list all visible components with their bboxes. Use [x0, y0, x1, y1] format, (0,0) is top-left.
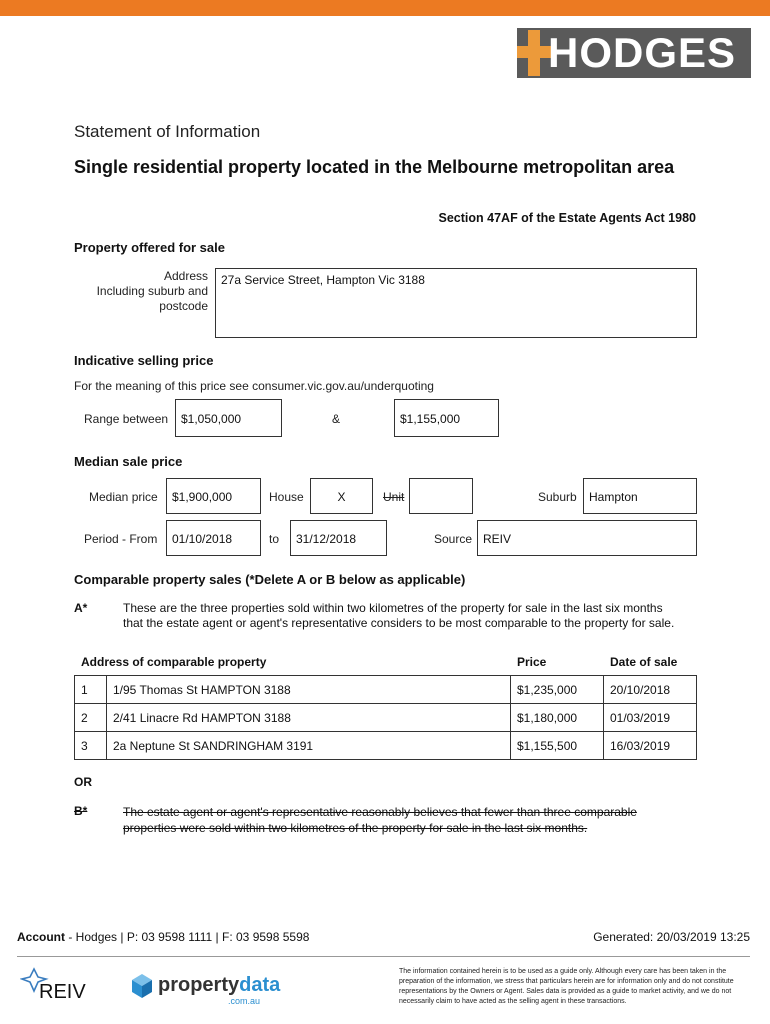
- propertydata-cube-icon: [130, 972, 154, 1000]
- indicative-heading: Indicative selling price: [74, 353, 214, 368]
- col-address-header: Address of comparable property: [81, 655, 267, 669]
- row-price: $1,235,000: [511, 676, 604, 704]
- source-label: Source: [434, 532, 473, 546]
- or-label: OR: [74, 775, 92, 789]
- range-high-field[interactable]: $1,155,000: [394, 399, 499, 437]
- act-reference: Section 47AF of the Estate Agents Act 1980: [438, 211, 696, 225]
- address-field[interactable]: 27a Service Street, Hampton Vic 3188: [215, 268, 697, 338]
- range-label: Range between: [84, 412, 169, 426]
- account-label: Account: [17, 930, 65, 944]
- suburb-label: Suburb: [538, 490, 577, 504]
- top-accent-bar: [0, 0, 770, 16]
- reiv-logo: [20, 965, 100, 1005]
- property-heading: Property offered for sale: [74, 240, 225, 255]
- row-date: 16/03/2019: [604, 732, 697, 760]
- median-heading: Median sale price: [74, 454, 183, 469]
- address-label-2: Including suburb and: [96, 284, 208, 298]
- comparable-heading: Comparable property sales (*Delete A or B below as applicable): [74, 572, 466, 587]
- row-address: 1/95 Thomas St HAMPTON 3188: [107, 676, 511, 704]
- footer-account: [17, 930, 309, 944]
- generated-timestamp: Generated: 20/03/2019 13:25: [593, 930, 750, 944]
- reiv-text: REIV: [39, 981, 86, 1003]
- suburb-field[interactable]: Hampton: [583, 478, 697, 514]
- table-row: [75, 704, 697, 732]
- account-details: - Hodges | P: 03 9598 1111 | F: 03 9598 5598: [68, 930, 310, 944]
- document-subtitle: Single residential property located in the Melbourne metropolitan area: [74, 157, 675, 177]
- address-label: Address: [163, 269, 208, 283]
- range-and: &: [332, 412, 341, 426]
- unit-field[interactable]: [409, 478, 473, 514]
- option-a-label: A*: [74, 601, 88, 615]
- source-field[interactable]: REIV: [477, 520, 697, 556]
- house-field[interactable]: X: [310, 478, 373, 514]
- median-price-field[interactable]: $1,900,000: [166, 478, 261, 514]
- row-date: 20/10/2018: [604, 676, 697, 704]
- row-address: 2/41 Linacre Rd HAMPTON 3188: [107, 704, 511, 732]
- propertydata-wordmark: [158, 974, 280, 997]
- range-low-field[interactable]: $1,050,000: [175, 399, 282, 437]
- underquoting-note: For the meaning of this price see consumer.vic.gov.au/underquoting: [74, 379, 434, 393]
- unit-label: Unit: [383, 490, 405, 504]
- row-date: 01/03/2019: [604, 704, 697, 732]
- address-label-block: [70, 269, 208, 314]
- propertydata-logo: [130, 972, 281, 1008]
- footer-divider: [17, 956, 750, 957]
- row-number: 2: [75, 704, 107, 732]
- period-to-label: to: [269, 532, 280, 546]
- option-a-text: These are the three properties sold within two kilometres of the property for sale in the last six months that the estate agent or agent's representative considers to be most comparable to the property for sale.: [123, 601, 675, 630]
- period-to-field[interactable]: 31/12/2018: [290, 520, 387, 556]
- option-b-label: B*: [74, 804, 88, 818]
- option-b-text: The estate agent or agent's representative reasonably believes that fewer than three comparable properties were sold within two kilometres of the property for sale in the last six months.: [123, 805, 637, 835]
- document-title: Statement of Information: [74, 122, 261, 141]
- disclaimer-text: The information contained herein is to be used as a guide only. Although every care has been taken in the preparation of the information, we stress that particulars herein are for information only and do not constitute representations by the Owners or Agent. Sales data is provided as a guide to market activity, and we do not necessarily claim to have acted as the selling agent in these transactions.: [399, 968, 734, 1005]
- comparable-table: [74, 675, 697, 760]
- period-label: Period - From: [84, 532, 158, 546]
- address-label-3: postcode: [159, 299, 208, 313]
- row-number: 1: [75, 676, 107, 704]
- table-row: [75, 676, 697, 704]
- row-price: $1,155,500: [511, 732, 604, 760]
- median-price-label: Median price: [89, 490, 158, 504]
- house-label: House: [269, 490, 304, 504]
- col-date-header: Date of sale: [610, 655, 678, 669]
- logo-text: HODGES: [548, 29, 737, 76]
- col-price-header: Price: [517, 655, 547, 669]
- row-price: $1,180,000: [511, 704, 604, 732]
- row-address: 2a Neptune St SANDRINGHAM 3191: [107, 732, 511, 760]
- pd-text-1: property: [158, 974, 240, 996]
- pd-text-2: data: [239, 974, 281, 996]
- period-from-field[interactable]: 01/10/2018: [166, 520, 261, 556]
- pd-text-3: .com.au: [228, 996, 261, 1006]
- row-number: 3: [75, 732, 107, 760]
- table-row: [75, 732, 697, 760]
